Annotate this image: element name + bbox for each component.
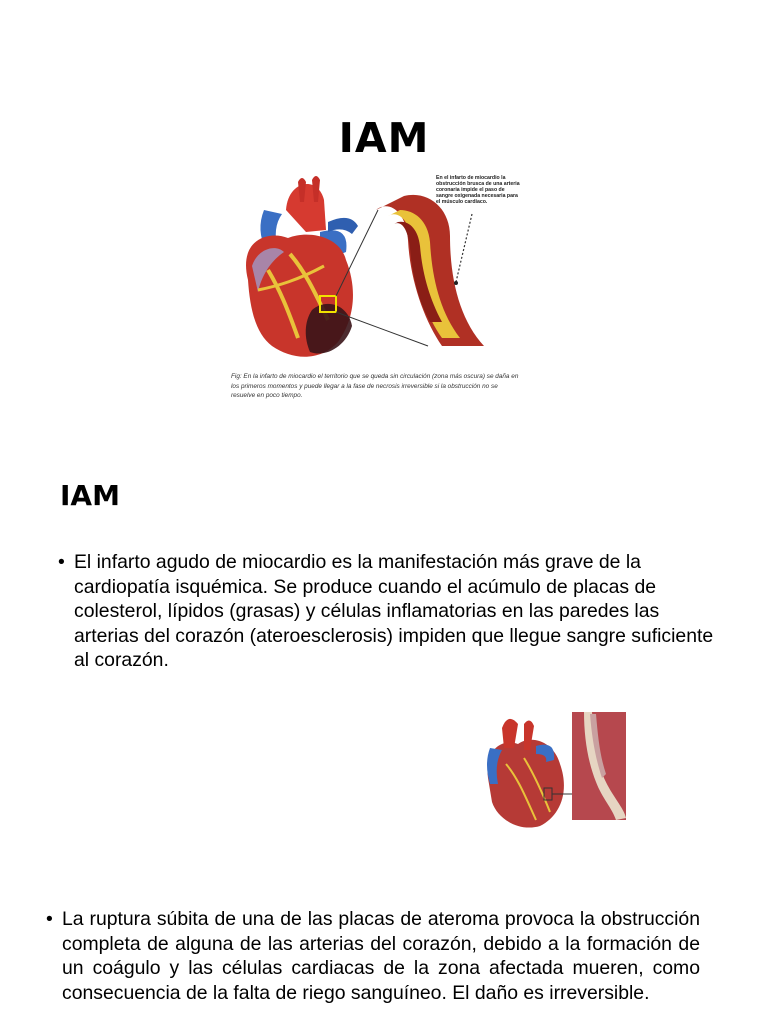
bullet-item-1: [58, 550, 718, 673]
section-title: IAM: [60, 479, 120, 512]
figure-caption: Fig: En la infarto de miocardio el territorio que se queda sin circulación (zona más oscura) se daña en los primeros momentos y puede llegar a la fase de necrosis irreversible si la obstrucción no se resuelve en poco tiempo.: [231, 373, 519, 399]
slide-title: IAM: [338, 114, 430, 162]
bullet-text: El infarto agudo de miocardio es la manifestación más grave de la cardiopatía isquémica. Se produce cuando el acúmulo de placas de colesterol, lípidos (grasas) y células inflamatorias en las paredes las arterias del corazón (ateroesclerosis) impiden que llegue sangre suficiente al corazón.: [74, 551, 714, 672]
heart-artery-illustration: [484, 708, 630, 832]
heart-infarction-figure: [228, 170, 524, 410]
figure-note: En el infarto de miocardio la obstrucción brusca de una arteria coronaria impide el paso de sangre oxigenada necesaria para el músculo cardíaco.: [436, 175, 520, 205]
bullet-item-2: [46, 907, 700, 1005]
heart-artery-figure: [484, 708, 630, 832]
bullet-dot: •: [58, 551, 65, 573]
bullet-dot: •: [46, 908, 53, 930]
bullet-text: La ruptura súbita de una de las placas de ateroma provoca la obstrucción completa de alguna de las arterias del corazón, debido a la formación de un coágulo y las células cardiacas de la zona afectada mueren, como consecuencia de la falta de riego sanguíneo. El daño es irreversible.: [62, 908, 700, 1004]
